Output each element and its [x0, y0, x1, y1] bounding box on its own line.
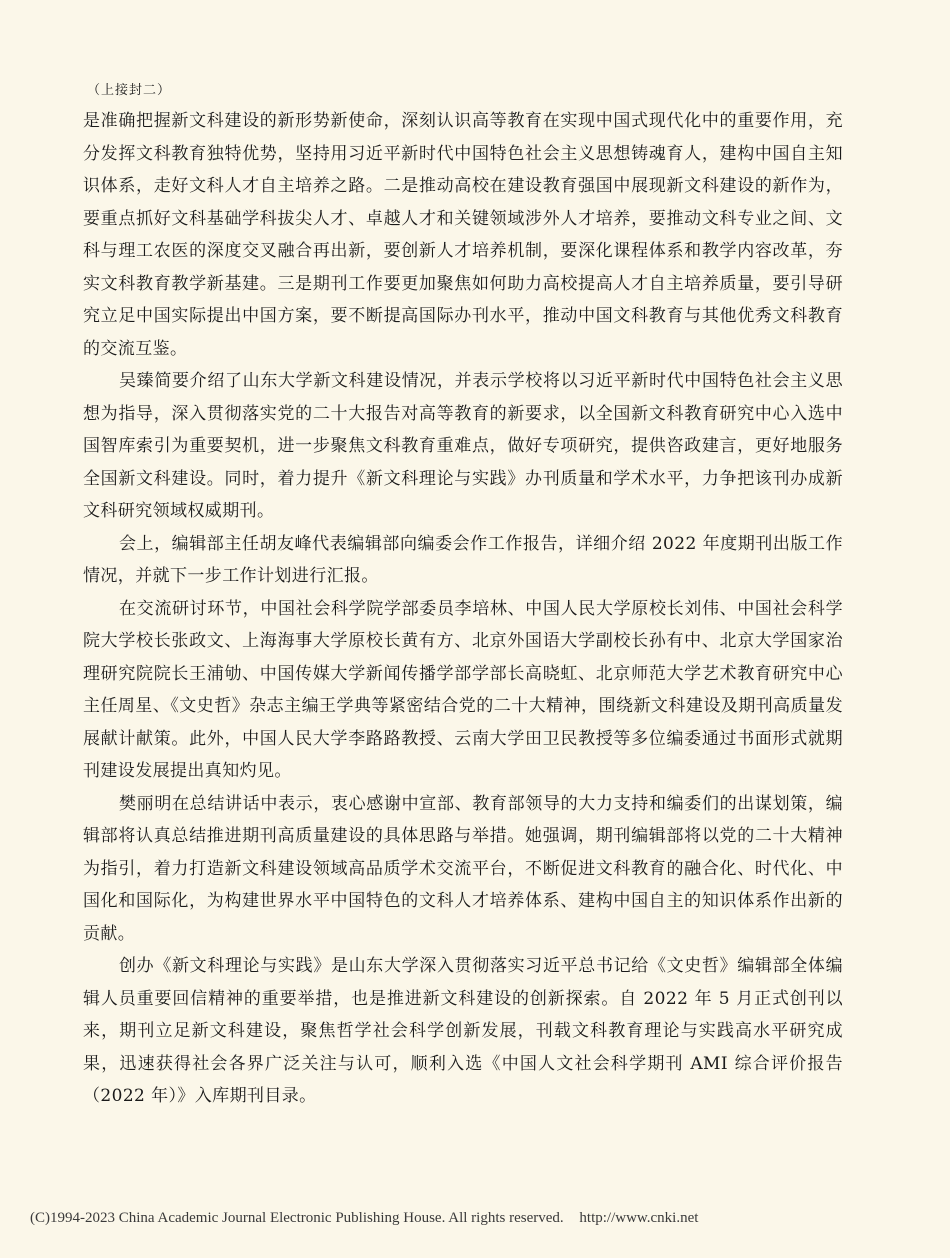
- paragraph-5: 樊丽明在总结讲话中表示，衷心感谢中宣部、教育部领导的大力支持和编委们的出谋划策，编辑部将认真总结推进期刊高质量建设的具体思路与举措。她强调，期刊编辑部将以党的二十大精神为指引，着力打造新文科建设领域高品质学术交流平台，不断促进文科教育的融合化、时代化、中国化和国际化，为构建世界水平中国特色的文科人才培养体系、建构中国自主的知识体系作出新的贡献。: [83, 793, 843, 944]
- paragraph-4: 在交流研讨环节，中国社会科学院学部委员李培林、中国人民大学原校长刘伟、中国社会科学院大学校长张政文、上海海事大学原校长黄有方、北京外国语大学副校长孙有中、北京大学国家治理研究院院长王浦劬、中国传媒大学新闻传播学部学部长高晓虹、北京师范大学艺术教育研究中心主任周星、《文史哲》杂志主编王学典等紧密结合党的二十大精神，围绕新文科建设及期刊高质量发展献计献策。此外，中国人民大学李路路教授、云南大学田卫民教授等多位编委通过书面形式就期刊建设发展提出真知灼见。: [83, 598, 843, 781]
- paragraph-1: 是准确把握新文科建设的新形势新使命，深刻认识高等教育在实现中国式现代化中的重要作用，充分发挥文科教育独特优势，坚持用习近平新时代中国特色社会主义思想铸魂育人，建构中国自主知识体系，走好文科人才自主培养之路。二是推动高校在建设教育强国中展现新文科建设的新作为，要重点抓好文科基础学科拔尖人才、卓越人才和关键领域涉外人才培养，要推动文科专业之间、文科与理工农医的深度交叉融合再出新，要创新人才培养机制，要深化课程体系和教学内容改革，夯实文科教育教学新基建。三是期刊工作要更加聚焦如何助力高校提高人才自主培养质量，要引导研究立足中国实际提出中国方案，要不断提高国际办刊水平，推动中国文科教育与其他优秀文科教育的交流互鉴。: [83, 111, 843, 359]
- page-footer: [30, 1210, 698, 1227]
- continuation-note: （上接封二）: [87, 83, 172, 98]
- article-body: [83, 80, 843, 1113]
- paragraph-3: 会上，编辑部主任胡友峰代表编辑部向编委会作工作报告，详细介绍 2022 年度期刊出版工作情况，并就下一步工作计划进行汇报。: [83, 533, 843, 586]
- paragraph-6: 创办《新文科理论与实践》是山东大学深入贯彻落实习近平总书记给《文史哲》编辑部全体编辑人员重要回信精神的重要举措，也是推进新文科建设的创新探索。自 2022 年 5 月正式创刊以来，期刊立足新文科建设，聚焦哲学社会科学创新发展，刊载文科教育理论与实践高水平研究成果，迅速获得社会各界广泛关注与认可，顺利入选《中国人文社会科学期刊 AMI 综合评价报告（2022 年）》入库期刊目录。: [83, 956, 843, 1106]
- copyright-notice: (C)1994-2023 China Academic Journal Electronic Publishing House. All rights reserved.: [30, 1210, 564, 1226]
- cnki-url-link[interactable]: http://www.cnki.net: [579, 1210, 699, 1226]
- paragraph-2: 吴臻简要介绍了山东大学新文科建设情况，并表示学校将以习近平新时代中国特色社会主义思想为指导，深入贯彻落实党的二十大报告对高等教育的新要求，以全国新文科教育研究中心入选中国智库索引为重要契机，进一步聚焦文科教育重难点，做好专项研究，提供咨政建言，更好地服务全国新文科建设。同时，着力提升《新文科理论与实践》办刊质量和学术水平，力争把该刊办成新文科研究领域权威期刊。: [83, 371, 843, 521]
